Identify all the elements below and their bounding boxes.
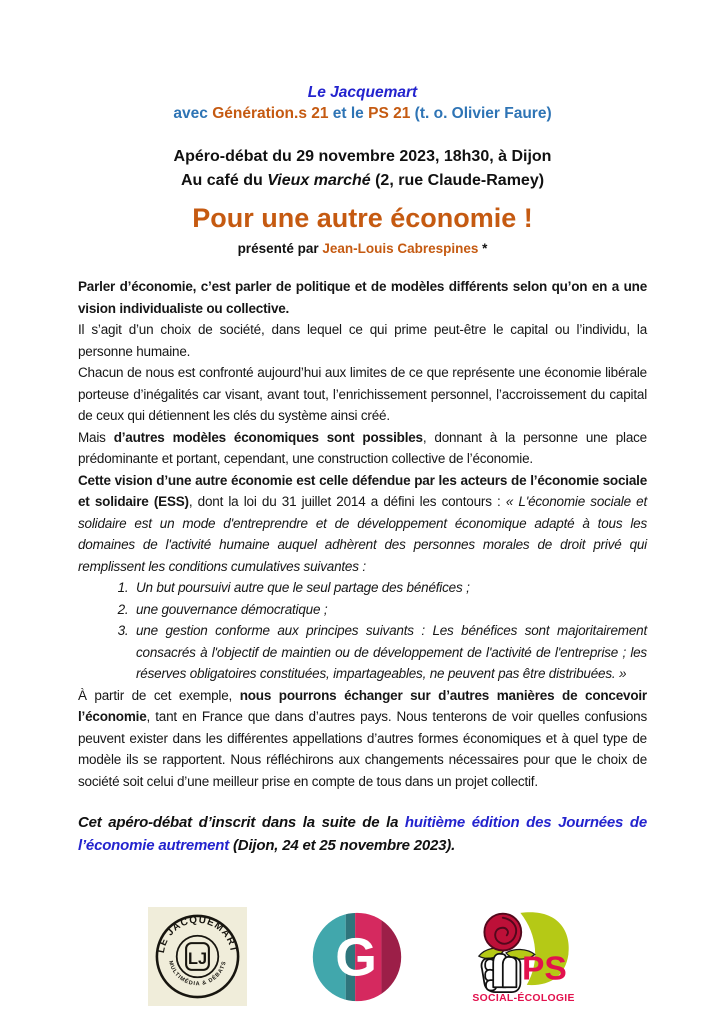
jacquemart-lj-monogram: LJ [187,949,208,968]
ps-social-ecologie-text: SOCIAL-ÉCOLOGIE [472,992,575,1004]
presenter-line [78,241,647,256]
paragraph-echanges [78,685,647,793]
venue-suffix: (2, rue Claude-Ramey) [370,172,545,189]
paragraph-limites: Chacun de nous est confronté aujourd’hui aux limites de ce que représente une économie libérale porteuse d’inégalités car visant, avant tout, l’enrichissement personnel, l’accroissement du capital de ceux qui détiennent les clés du système ainsi créé. [78,365,647,423]
paragraph-ess [78,470,647,578]
p6-prefix: À partir de cet exemple, [78,687,240,703]
logo-row [78,907,647,1006]
venue-name: Vieux marché [267,172,371,189]
page-title: Pour une autre économie ! [192,203,533,233]
footer-suffix: (Dijon, 24 et 25 novembre 2023). [229,837,456,854]
paragraph-intro: Parler d’économie, c’est parler de politique et de modèles différents selon qu’on en a une vision individualiste ou collective. [78,279,647,316]
jacquemart-arc-bottom-text: MULTIMÉDIA & DÉBATS [167,960,228,988]
ps-fist [482,954,521,992]
partners-prefix: avec [173,105,213,122]
p4-prefix: Mais [78,429,114,445]
partners-line [78,105,647,123]
p4-suffix: , donnant à la personne une place prédominante et portant, cependant, une construction collective de l’économie. [78,429,647,466]
p5-bold: Cette vision d’une autre économie est celle défendue par les acteurs de l’économie sociale et solidaire (ESS) [78,472,647,509]
footer-prefix: Cet apéro-débat d’inscrit dans la suite de la [78,814,405,831]
ps-logo [466,908,578,1005]
p4-bold: d’autres modèles économiques sont possibles [113,429,423,445]
p5-quote: « L'économie sociale et solidaire est un mode d'entreprendre et de développement économique adapté à tous les domaines de l'activité humaine auquel adhèrent des personnes morales de droit privé qui remplissent les conditions cumulatives suivantes : [78,494,648,574]
list-item-gouvernance: 2. une gouvernance démocratique ; [132,599,647,621]
footer-note [78,811,647,857]
ps-wordmark: PS [521,950,567,988]
body-text [78,276,647,792]
jacquemart-arc-top-text: LE JACQUEMART [155,914,240,954]
presenter-asterisk: * [478,241,488,256]
list-item-but: 1. Un but poursuivi autre que le seul partage des bénéfices ; [132,577,647,599]
partner-generations: Génération.s 21 [212,105,329,122]
generations-logo [310,910,404,1004]
event-date-line: Apéro-débat du 29 novembre 2023, 18h30, à Dijon [173,148,552,165]
footer-journees-phrase: huitième édition des Journées de l’économie autrement [78,814,648,854]
org-title: Le Jacquemart [307,84,418,101]
event-block [78,145,647,256]
partners-middle: et le [328,105,369,122]
jacquemart-logo [147,907,248,1006]
list-item-gestion: 3. une gestion conforme aux principes suivants : Les bénéfices sont majoritairement consacrés à l'objectif de maintien ou de développement de l'activité de l'entreprise ; les réserves obligatoires constituées, impartageables, ne peuvent pas être distribuées. » [132,620,647,685]
paragraph-modeles [78,427,647,470]
partner-ps: PS 21 [368,105,411,122]
paragraph-choix: Il s’agit d’un choix de société, dans lequel ce qui prime peut-être le capital ou l’individu, la personne humaine. [78,322,647,359]
p6-bold: nous pourrons échanger sur d’autres manières de concevoir l’économie [78,687,647,724]
event-venue-line [78,169,647,193]
presenter-prefix: présenté par [237,241,323,256]
p6-suffix: , tant en France que dans d’autres pays. Nous tenterons de voir quelles confusions peuvent exister dans les différentes appellations d’autres formes économiques et à quel type de modèle ils se rapportent. Nous réfléchirons aux changements nécessaires pour que le choix de société soit celui d’une meilleur prise en compte de tous dans un projet collectif. [78,709,647,789]
ess-conditions-list [78,577,647,685]
venue-prefix: Au café du [180,172,268,189]
generations-g-letter: G [335,926,377,987]
presenter-name: Jean-Louis Cabrespines [322,241,479,256]
p5-mid: , dont la loi du 31 juillet 2014 a défini les contours : [188,494,506,509]
partners-suffix: (t. o. Olivier Faure) [410,105,552,122]
